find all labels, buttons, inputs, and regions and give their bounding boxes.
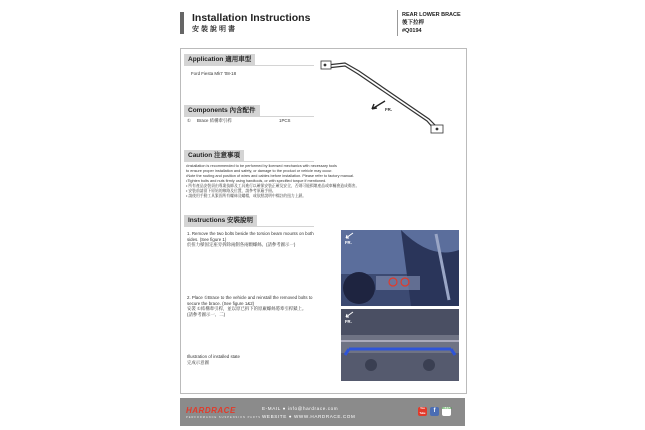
component-item-name: Brace 結構牽引桿 — [197, 118, 232, 123]
part-info — [402, 11, 461, 35]
page-subtitle: 安裝說明書 — [192, 26, 237, 33]
step-2-line: 安裝 ①結構牽引桿，並以原已拆下的原廠螺絲將牽引桿鎖上。 — [187, 306, 307, 312]
caution-list — [186, 164, 461, 199]
illustration-caption — [187, 354, 337, 365]
section-caution-rule — [184, 161, 314, 162]
figure-2-direction-label: FR. — [345, 319, 352, 324]
section-instructions-rule — [184, 226, 314, 227]
application-vehicle: Ford Fiesta Mk7 '08-18 — [191, 71, 237, 76]
brace-drawing — [319, 55, 465, 139]
caution-line: •Installation is recommended to be performed by licensed mechanics with necessary tools — [186, 164, 337, 168]
figure-1-photo — [341, 230, 459, 306]
footer-email: E-MAIL ● info@hardrace.com — [262, 406, 339, 411]
page-title: Installation Instructions — [192, 12, 311, 24]
caution-line: • 所有產品安裝須由專業技師及工具進行以確保安裝正確及安全，否則可能損壞產品或車輛會造成傷害。 — [186, 184, 360, 188]
step-2-line: secure the brace. (See figure 1&2) — [187, 300, 255, 306]
component-item-qty: 1PCS — [279, 118, 291, 123]
header-accent-bar — [180, 12, 184, 34]
front-direction-label: FR. — [385, 107, 393, 112]
step-2-line: 2. Place ①Brace to the vehicle and reinstall the removed bolts to — [187, 295, 313, 300]
footer-website: WEBSITE ● WWW.HARDRACE.COM — [262, 414, 356, 419]
content-frame — [180, 48, 467, 394]
youtube-icon[interactable]: You Tube — [419, 407, 426, 415]
step-2-line: (請參考圖示一、二) — [187, 311, 226, 317]
figure-1-illustration — [341, 230, 459, 306]
section-application-rule — [184, 65, 314, 66]
section-components-heading: Components 內含配件 — [184, 105, 260, 116]
part-name-cn: 後下拉桿 — [402, 20, 425, 26]
step-1-line: sides. (See figure 1) — [187, 236, 227, 242]
section-caution-heading: Caution 注意事項 — [184, 150, 244, 161]
step-1-line: 於扭力樑固定座旁拆除兩側各兩顆螺絲。(請參考圖示一) — [187, 242, 296, 248]
figure-1-direction-label: FR. — [345, 240, 352, 245]
caution-line: • 安裝前請留下原始的線路及位置，請參考原廠手冊。 — [186, 189, 276, 193]
illustration-caption-en: Illustration of installed state — [187, 354, 240, 359]
figure-2-photo — [341, 309, 459, 381]
instruction-step-1 — [187, 231, 337, 248]
wechat-icon[interactable]: WeChat — [442, 407, 451, 416]
instruction-step-2 — [187, 295, 337, 317]
figure-2-arrow-icon — [344, 311, 354, 319]
brand-tagline: PERFORMANCE SUSPENSION PARTS — [186, 416, 262, 419]
figure-2-illustration — [341, 309, 459, 381]
part-name: REAR LOWER BRACE — [402, 12, 461, 18]
figure-1-arrow-icon — [344, 232, 354, 240]
header-divider — [397, 10, 398, 36]
section-application-heading: Application 適用車型 — [184, 54, 255, 65]
component-item-number: ① — [187, 118, 191, 123]
caution-line: •Tighten bolts and nuts firmly using handtools, or with specified torque if mentioned. — [186, 179, 327, 183]
instruction-sheet — [170, 0, 474, 430]
caution-line: •Note the routing and position of wires and cables before installation. Please refer to factory manual. — [186, 174, 355, 178]
caution-line: to ensure proper installation and safety, or damage to the product or vehicle may occur. — [186, 169, 333, 173]
section-instructions-heading: Instructions 安裝說明 — [184, 215, 257, 226]
facebook-icon[interactable]: f — [430, 407, 439, 416]
part-number: #Q0194 — [402, 28, 422, 34]
brand-logo: HARDRACE — [186, 406, 236, 415]
caution-line: • 請使用手動工具緊固所有螺絲及螺帽，或依照說明中標註的扭力上鎖。 — [186, 194, 307, 198]
illustration-caption-cn: 完成示意圖 — [187, 359, 209, 365]
section-components-rule — [184, 116, 314, 117]
footer — [180, 398, 465, 426]
step-1-line: 1. Remove the two bolts beside the torsion beam mounts on both — [187, 231, 314, 236]
